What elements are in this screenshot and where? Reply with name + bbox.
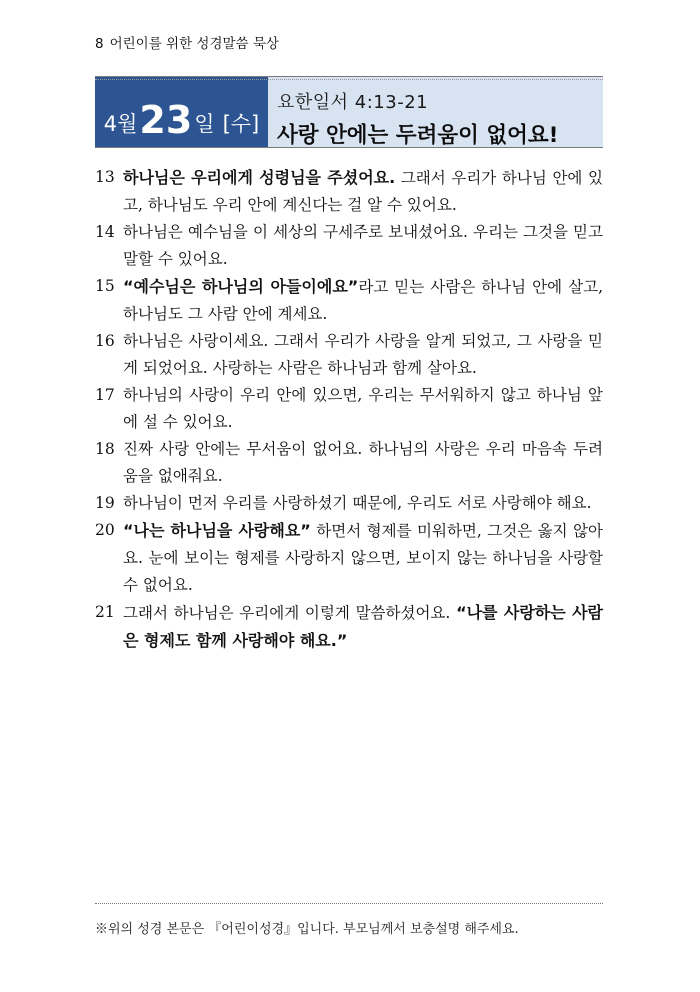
verse-15 bbox=[95, 273, 603, 328]
verse-highlight: “예수님은 하나님의 아들이에요” bbox=[123, 277, 359, 296]
verse-number: 15 bbox=[95, 277, 115, 295]
verse-text: 그래서 하나님은 우리에게 이렇게 말씀하셨어요. bbox=[123, 604, 457, 622]
verse-number: 18 bbox=[95, 440, 115, 458]
verse-number: 13 bbox=[95, 168, 115, 186]
devotion-title: 사랑 안에는 두려움이 없어요! bbox=[277, 123, 559, 148]
day-suffix: 일 bbox=[194, 112, 215, 136]
verse-number: 17 bbox=[95, 386, 115, 404]
verse-highlight: “나는 하나님을 사랑해요” bbox=[123, 521, 311, 540]
verse-20 bbox=[95, 517, 603, 599]
verse-highlight: 하나님은 우리에게 성령님을 주셨어요. bbox=[123, 168, 396, 187]
verse-number: 14 bbox=[95, 223, 115, 241]
title-block bbox=[268, 77, 603, 147]
verse-list bbox=[95, 164, 603, 655]
devotion-header bbox=[95, 76, 603, 148]
verse-text: 하나님의 사랑이 우리 안에 있으면, 우리는 무서워하지 않고 하나님 앞에 설 수 있어요. bbox=[123, 386, 603, 431]
footnote-divider bbox=[95, 903, 603, 904]
verse-text: 라고 믿는 사람은 하나님 안에 살고, 하나님도 그 사람 안에 계세요. bbox=[123, 278, 603, 323]
verse-number: 19 bbox=[95, 494, 115, 512]
verse-text: 하나님이 먼저 우리를 사랑하셨기 때문에, 우리도 서로 사랑해야 해요. bbox=[123, 494, 592, 512]
verse-21 bbox=[95, 599, 603, 655]
running-head bbox=[95, 32, 279, 52]
verse-text: 하면서 형제를 미워하면, 그것은 옳지 않아요. 눈에 보이는 형제를 사랑하지 않으면, 보이지 않는 하나님을 사랑할 수 없어요. bbox=[123, 522, 604, 594]
verse-16 bbox=[95, 328, 603, 382]
scripture-reference: 요한일서 4:13-21 bbox=[277, 92, 429, 113]
date-badge bbox=[95, 77, 268, 147]
verse-text: 그래서 우리가 하나님 안에 있고, 하나님도 우리 안에 계신다는 걸 알 수 있어요. bbox=[123, 169, 603, 214]
verse-number: 21 bbox=[95, 603, 115, 621]
verse-number: 20 bbox=[95, 521, 115, 539]
day-number: 23 bbox=[139, 98, 193, 142]
verse-14 bbox=[95, 219, 603, 273]
verse-text: 하나님은 사랑이세요. 그래서 우리가 사랑을 알게 되었고, 그 사랑을 믿게 되었어요. 사랑하는 사람은 하나님과 함께 살아요. bbox=[123, 332, 603, 377]
verse-19 bbox=[95, 490, 603, 517]
month-label: 4월 bbox=[103, 112, 138, 136]
weekday-label: [수] bbox=[222, 112, 260, 136]
verse-text: 하나님은 예수님을 이 세상의 구세주로 보내셨어요. 우리는 그것을 믿고 말할 수 있어요. bbox=[123, 223, 603, 268]
verse-highlight: “나를 사랑하는 사람은 형제도 함께 사랑해야 해요.” bbox=[123, 603, 603, 650]
verse-text: 진짜 사랑 안에는 무서움이 없어요. 하나님의 사랑은 우리 마음속 두려움을 없애줘요. bbox=[123, 440, 603, 485]
book-title: 어린이를 위한 성경말씀 묵상 bbox=[109, 36, 279, 52]
footnote: ※위의 성경 본문은 『어린이성경』입니다. 부모님께서 보충설명 해주세요. bbox=[95, 922, 519, 937]
verse-number: 16 bbox=[95, 332, 115, 350]
verse-18 bbox=[95, 436, 603, 490]
verse-13 bbox=[95, 164, 603, 219]
page-number: 8 bbox=[95, 36, 104, 52]
verse-17 bbox=[95, 382, 603, 436]
